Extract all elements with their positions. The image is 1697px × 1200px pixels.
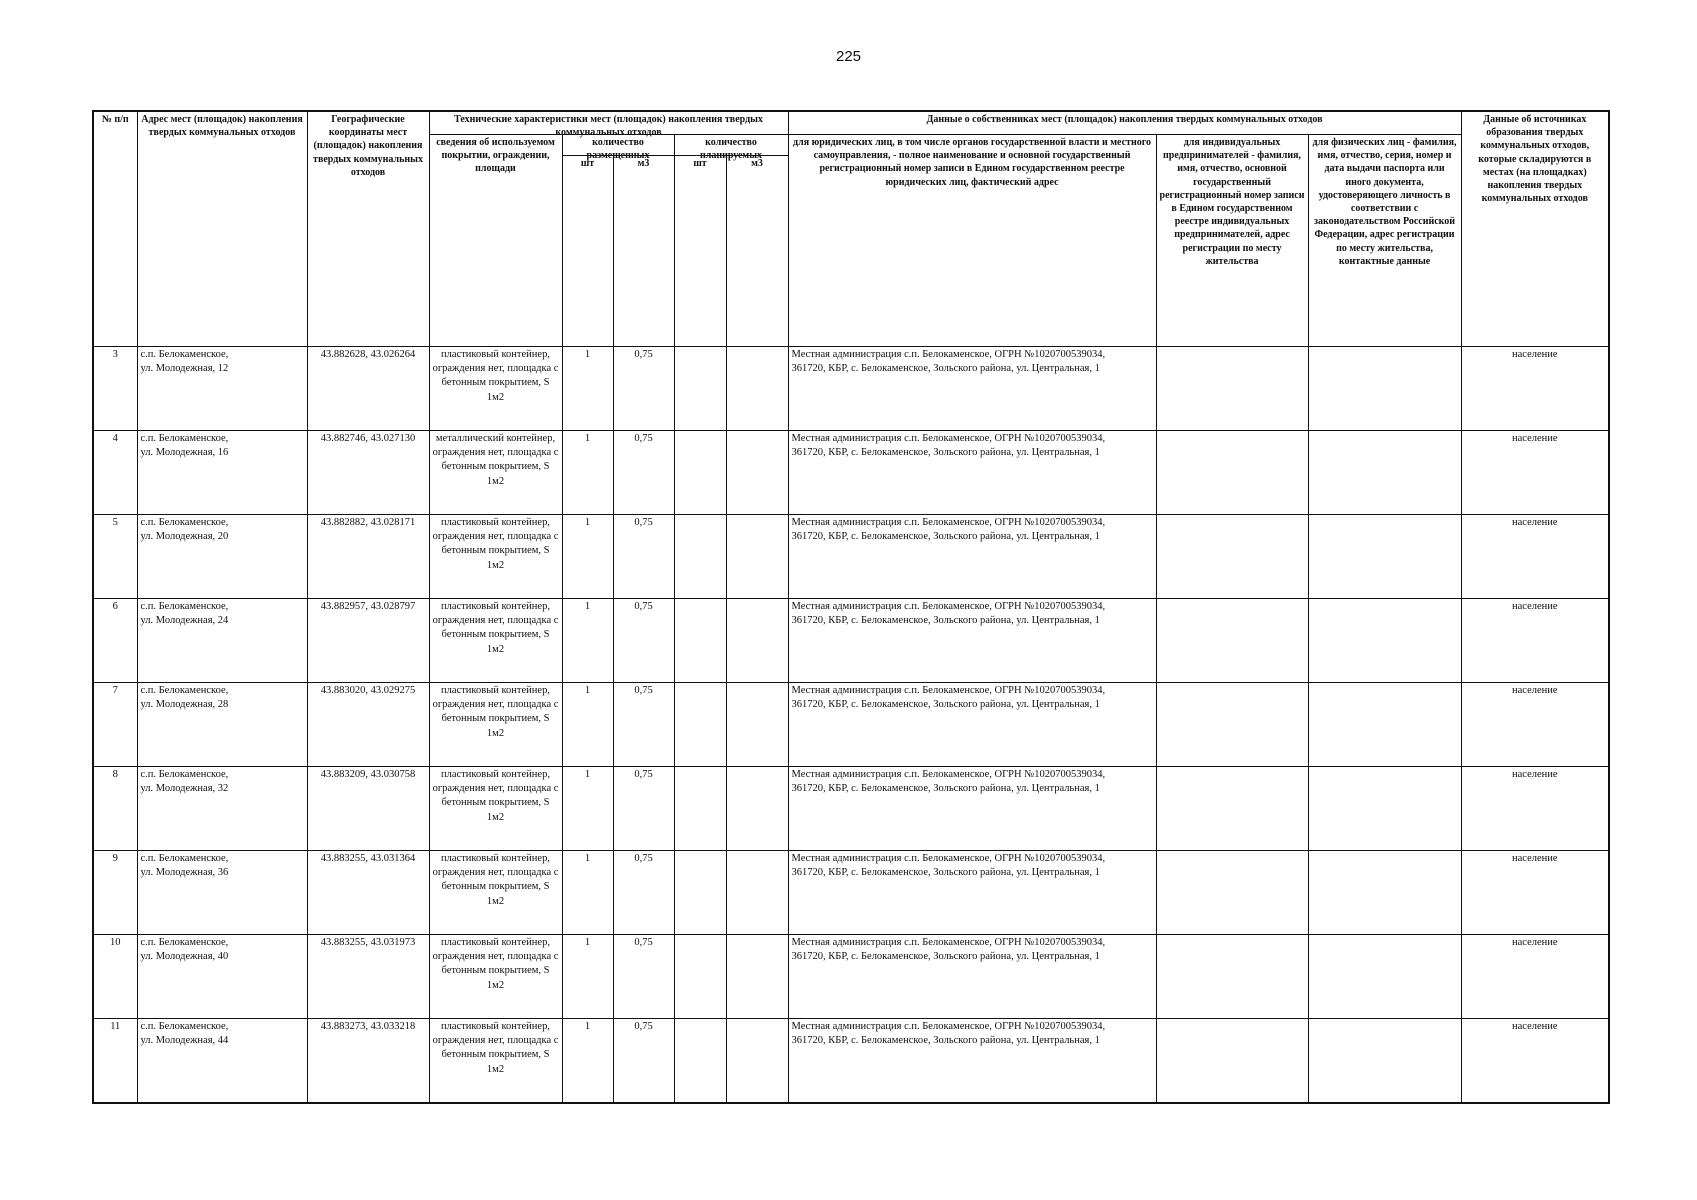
table-body	[93, 347, 1609, 1104]
header-tech-text: Технические характеристики мест (площадок) накопления твердых коммунальных отходов	[454, 114, 763, 139]
row-num: 8	[93, 767, 137, 851]
address-line-2: ул. Молодежная, 40	[140, 951, 229, 963]
header-placed-pcs: шт	[562, 156, 613, 347]
row-planned-m3	[726, 683, 788, 767]
row-placed-pcs: 1	[562, 851, 613, 935]
row-legal-owner	[788, 599, 1156, 683]
row-placed-pcs: 1	[562, 767, 613, 851]
row-placed-m3: 0,75	[613, 515, 674, 599]
address-line-2: ул. Молодежная, 20	[140, 531, 229, 543]
row-legal-owner	[788, 767, 1156, 851]
row-address	[137, 851, 307, 935]
row-address	[137, 515, 307, 599]
row-legal-owner	[788, 431, 1156, 515]
row-coords: 43.882746, 43.027130	[307, 431, 429, 515]
address-line-1: с.п. Белокаменское,	[140, 1021, 229, 1032]
row-planned-m3	[726, 431, 788, 515]
row-source: население	[1461, 599, 1609, 683]
row-placed-m3: 0,75	[613, 935, 674, 1019]
row-surface: металлический контейнер, ограждения нет, площадка с бетонным покрытием, S 1м2	[429, 431, 562, 515]
row-placed-pcs: 1	[562, 431, 613, 515]
header-sources: Данные об источниках образования твердых коммунальных отходов, которые складируются в местах (на площадках) накопления твердых коммунальных отходов	[1461, 111, 1609, 347]
owner-line-2: 361720, КБР, с. Белокаменское, Зольского района, ул. Центральная, 1	[791, 615, 1100, 627]
row-planned-pcs	[674, 851, 726, 935]
address-line-2: ул. Молодежная, 32	[140, 783, 229, 795]
row-coords: 43.882957, 43.028797	[307, 599, 429, 683]
row-planned-pcs	[674, 935, 726, 1019]
address-line-2: ул. Молодежная, 28	[140, 699, 229, 711]
row-surface: пластиковый контейнер, ограждения нет, площадка с бетонным покрытием, S 1м2	[429, 1019, 562, 1104]
header-address: Адрес мест (площадок) накопления твердых коммунальных отходов	[137, 111, 307, 347]
owner-line-1: Местная администрация с.п. Белокаменское, ОГРН №1020700539034,	[791, 853, 1106, 864]
row-placed-m3: 0,75	[613, 431, 674, 515]
address-line-1: с.п. Белокаменское,	[140, 685, 229, 696]
owner-line-1: Местная администрация с.п. Белокаменское, ОГРН №1020700539034,	[791, 1021, 1106, 1032]
row-source: население	[1461, 851, 1609, 935]
address-line-2: ул. Молодежная, 36	[140, 867, 229, 879]
row-planned-m3	[726, 851, 788, 935]
address-line-1: с.п. Белокаменское,	[140, 601, 229, 612]
row-placed-m3: 0,75	[613, 683, 674, 767]
row-ip-owner	[1156, 599, 1308, 683]
row-coords: 43.883255, 43.031973	[307, 935, 429, 1019]
row-ip-owner	[1156, 347, 1308, 431]
header-owners: Данные о собственниках мест (площадок) накопления твердых коммунальных отходов	[788, 111, 1461, 135]
row-num: 9	[93, 851, 137, 935]
waste-sites-table	[92, 110, 1610, 1104]
row-source: население	[1461, 515, 1609, 599]
owner-line-2: 361720, КБР, с. Белокаменское, Зольского района, ул. Центральная, 1	[791, 447, 1100, 459]
table-row	[93, 935, 1609, 1019]
row-planned-m3	[726, 515, 788, 599]
row-source: население	[1461, 1019, 1609, 1104]
row-num: 6	[93, 599, 137, 683]
row-surface: пластиковый контейнер, ограждения нет, площадка с бетонным покрытием, S 1м2	[429, 599, 562, 683]
row-placed-pcs: 1	[562, 683, 613, 767]
header-planned-pcs: шт	[674, 156, 726, 347]
owner-line-1: Местная администрация с.п. Белокаменское, ОГРН №1020700539034,	[791, 517, 1106, 528]
row-planned-pcs	[674, 347, 726, 431]
owner-line-1: Местная администрация с.п. Белокаменское, ОГРН №1020700539034,	[791, 685, 1106, 696]
address-line-2: ул. Молодежная, 24	[140, 615, 229, 627]
row-num: 10	[93, 935, 137, 1019]
row-coords: 43.882628, 43.026264	[307, 347, 429, 431]
address-line-2: ул. Молодежная, 44	[140, 1035, 229, 1047]
row-legal-owner	[788, 851, 1156, 935]
owner-line-1: Местная администрация с.п. Белокаменское, ОГРН №1020700539034,	[791, 769, 1106, 780]
row-source: население	[1461, 683, 1609, 767]
owner-line-2: 361720, КБР, с. Белокаменское, Зольского района, ул. Центральная, 1	[791, 531, 1100, 543]
row-placed-pcs: 1	[562, 935, 613, 1019]
row-ip-owner	[1156, 515, 1308, 599]
header-legal: для юридических лиц, в том числе органов государственной власти и местного самоуправления, - полное наименование и основной государственный регистрационный номер записи в Едином государственном реестре юридических лиц, фактический адрес	[788, 135, 1156, 347]
row-placed-m3: 0,75	[613, 599, 674, 683]
owner-line-2: 361720, КБР, с. Белокаменское, Зольского района, ул. Центральная, 1	[791, 867, 1100, 879]
row-phys-owner	[1308, 599, 1461, 683]
owner-line-2: 361720, КБР, с. Белокаменское, Зольского района, ул. Центральная, 1	[791, 951, 1100, 963]
address-line-1: с.п. Белокаменское,	[140, 769, 229, 780]
table-row	[93, 1019, 1609, 1104]
row-address	[137, 431, 307, 515]
row-phys-owner	[1308, 767, 1461, 851]
row-legal-owner	[788, 683, 1156, 767]
table-row	[93, 515, 1609, 599]
row-phys-owner	[1308, 431, 1461, 515]
page-number: 225	[835, 48, 862, 65]
row-source: население	[1461, 767, 1609, 851]
row-surface: пластиковый контейнер, ограждения нет, площадка с бетонным покрытием, S 1м2	[429, 515, 562, 599]
row-num: 7	[93, 683, 137, 767]
row-num: 4	[93, 431, 137, 515]
row-surface: пластиковый контейнер, ограждения нет, площадка с бетонным покрытием, S 1м2	[429, 935, 562, 1019]
row-legal-owner	[788, 1019, 1156, 1104]
row-placed-pcs: 1	[562, 599, 613, 683]
row-coords: 43.883273, 43.033218	[307, 1019, 429, 1104]
header-ip: для индивидуальных предпринимателей - фамилия, имя, отчество, основной государственный регистрационный номер записи в Едином государственном реестре индивидуальных предпринимателей, адрес регистрации по месту жительства	[1156, 135, 1308, 347]
header-planned-m3: м3	[726, 156, 788, 347]
row-phys-owner	[1308, 935, 1461, 1019]
header-qty-planned	[674, 135, 788, 162]
row-ip-owner	[1156, 683, 1308, 767]
table-row	[93, 347, 1609, 431]
table-row	[93, 431, 1609, 515]
owner-line-2: 361720, КБР, с. Белокаменское, Зольского района, ул. Центральная, 1	[791, 1035, 1100, 1047]
row-placed-m3: 0,75	[613, 851, 674, 935]
owner-line-1: Местная администрация с.п. Белокаменское, ОГРН №1020700539034,	[791, 937, 1106, 948]
row-phys-owner	[1308, 347, 1461, 431]
row-coords: 43.883255, 43.031364	[307, 851, 429, 935]
row-address	[137, 767, 307, 851]
table-row	[93, 851, 1609, 935]
row-legal-owner	[788, 935, 1156, 1019]
row-placed-pcs: 1	[562, 515, 613, 599]
row-planned-m3	[726, 1019, 788, 1104]
header-tech	[429, 111, 788, 139]
row-placed-m3: 0,75	[613, 767, 674, 851]
row-planned-pcs	[674, 599, 726, 683]
row-ip-owner	[1156, 431, 1308, 515]
row-surface: пластиковый контейнер, ограждения нет, площадка с бетонным покрытием, S 1м2	[429, 347, 562, 431]
row-address	[137, 347, 307, 431]
row-phys-owner	[1308, 1019, 1461, 1104]
row-planned-pcs	[674, 1019, 726, 1104]
row-phys-owner	[1308, 683, 1461, 767]
row-placed-pcs: 1	[562, 347, 613, 431]
owner-line-2: 361720, КБР, с. Белокаменское, Зольского района, ул. Центральная, 1	[791, 783, 1100, 795]
row-address	[137, 683, 307, 767]
row-surface: пластиковый контейнер, ограждения нет, площадка с бетонным покрытием, S 1м2	[429, 851, 562, 935]
row-planned-pcs	[674, 683, 726, 767]
header-coords: Географические координаты мест (площадок) накопления твердых коммунальных отходов	[307, 111, 429, 347]
row-ip-owner	[1156, 767, 1308, 851]
address-line-1: с.п. Белокаменское,	[140, 937, 229, 948]
table-header	[93, 111, 1609, 347]
row-planned-m3	[726, 599, 788, 683]
header-surface: сведения об используемом покрытии, ограждении, площади	[429, 135, 562, 347]
row-source: население	[1461, 935, 1609, 1019]
address-line-1: с.п. Белокаменское,	[140, 349, 229, 360]
header-phys: для физических лиц - фамилия, имя, отчество, серия, номер и дата выдачи паспорта или иного документа, удостоверяющего личность в соответствии с законодательством Российской Федерации, адрес регистрации по месту жительства, контактные данные	[1308, 135, 1461, 347]
owner-line-2: 361720, КБР, с. Белокаменское, Зольского района, ул. Центральная, 1	[791, 699, 1100, 711]
row-placed-m3: 0,75	[613, 1019, 674, 1104]
row-planned-m3	[726, 935, 788, 1019]
table-row	[93, 683, 1609, 767]
row-planned-pcs	[674, 431, 726, 515]
header-num: № п/п	[93, 111, 137, 347]
row-ip-owner	[1156, 935, 1308, 1019]
row-planned-pcs	[674, 515, 726, 599]
row-ip-owner	[1156, 1019, 1308, 1104]
row-num: 3	[93, 347, 137, 431]
row-phys-owner	[1308, 851, 1461, 935]
row-source: население	[1461, 347, 1609, 431]
row-planned-m3	[726, 767, 788, 851]
row-phys-owner	[1308, 515, 1461, 599]
row-num: 5	[93, 515, 137, 599]
row-address	[137, 935, 307, 1019]
table-row	[93, 599, 1609, 683]
header-qty-planned-text: количество планируемых	[699, 137, 763, 162]
header-qty-placed-text: количество размещенных	[586, 137, 650, 162]
row-ip-owner	[1156, 851, 1308, 935]
row-coords: 43.882882, 43.028171	[307, 515, 429, 599]
row-planned-m3	[726, 347, 788, 431]
row-coords: 43.883020, 43.029275	[307, 683, 429, 767]
row-coords: 43.883209, 43.030758	[307, 767, 429, 851]
row-surface: пластиковый контейнер, ограждения нет, площадка с бетонным покрытием, S 1м2	[429, 767, 562, 851]
row-source: население	[1461, 431, 1609, 515]
address-line-1: с.п. Белокаменское,	[140, 517, 229, 528]
row-legal-owner	[788, 515, 1156, 599]
address-line-2: ул. Молодежная, 12	[140, 363, 229, 375]
row-legal-owner	[788, 347, 1156, 431]
row-placed-pcs: 1	[562, 1019, 613, 1104]
row-planned-pcs	[674, 767, 726, 851]
row-address	[137, 1019, 307, 1104]
owner-line-1: Местная администрация с.п. Белокаменское, ОГРН №1020700539034,	[791, 349, 1106, 360]
address-line-1: с.п. Белокаменское,	[140, 853, 229, 864]
row-address	[137, 599, 307, 683]
address-line-1: с.п. Белокаменское,	[140, 433, 229, 444]
header-placed-m3: м3	[613, 156, 674, 347]
address-line-2: ул. Молодежная, 16	[140, 447, 229, 459]
owner-line-2: 361720, КБР, с. Белокаменское, Зольского района, ул. Центральная, 1	[791, 363, 1100, 375]
owner-line-1: Местная администрация с.п. Белокаменское, ОГРН №1020700539034,	[791, 433, 1106, 444]
row-surface: пластиковый контейнер, ограждения нет, площадка с бетонным покрытием, S 1м2	[429, 683, 562, 767]
owner-line-1: Местная администрация с.п. Белокаменское, ОГРН №1020700539034,	[791, 601, 1106, 612]
row-placed-m3: 0,75	[613, 347, 674, 431]
table-row	[93, 767, 1609, 851]
row-num: 11	[93, 1019, 137, 1104]
